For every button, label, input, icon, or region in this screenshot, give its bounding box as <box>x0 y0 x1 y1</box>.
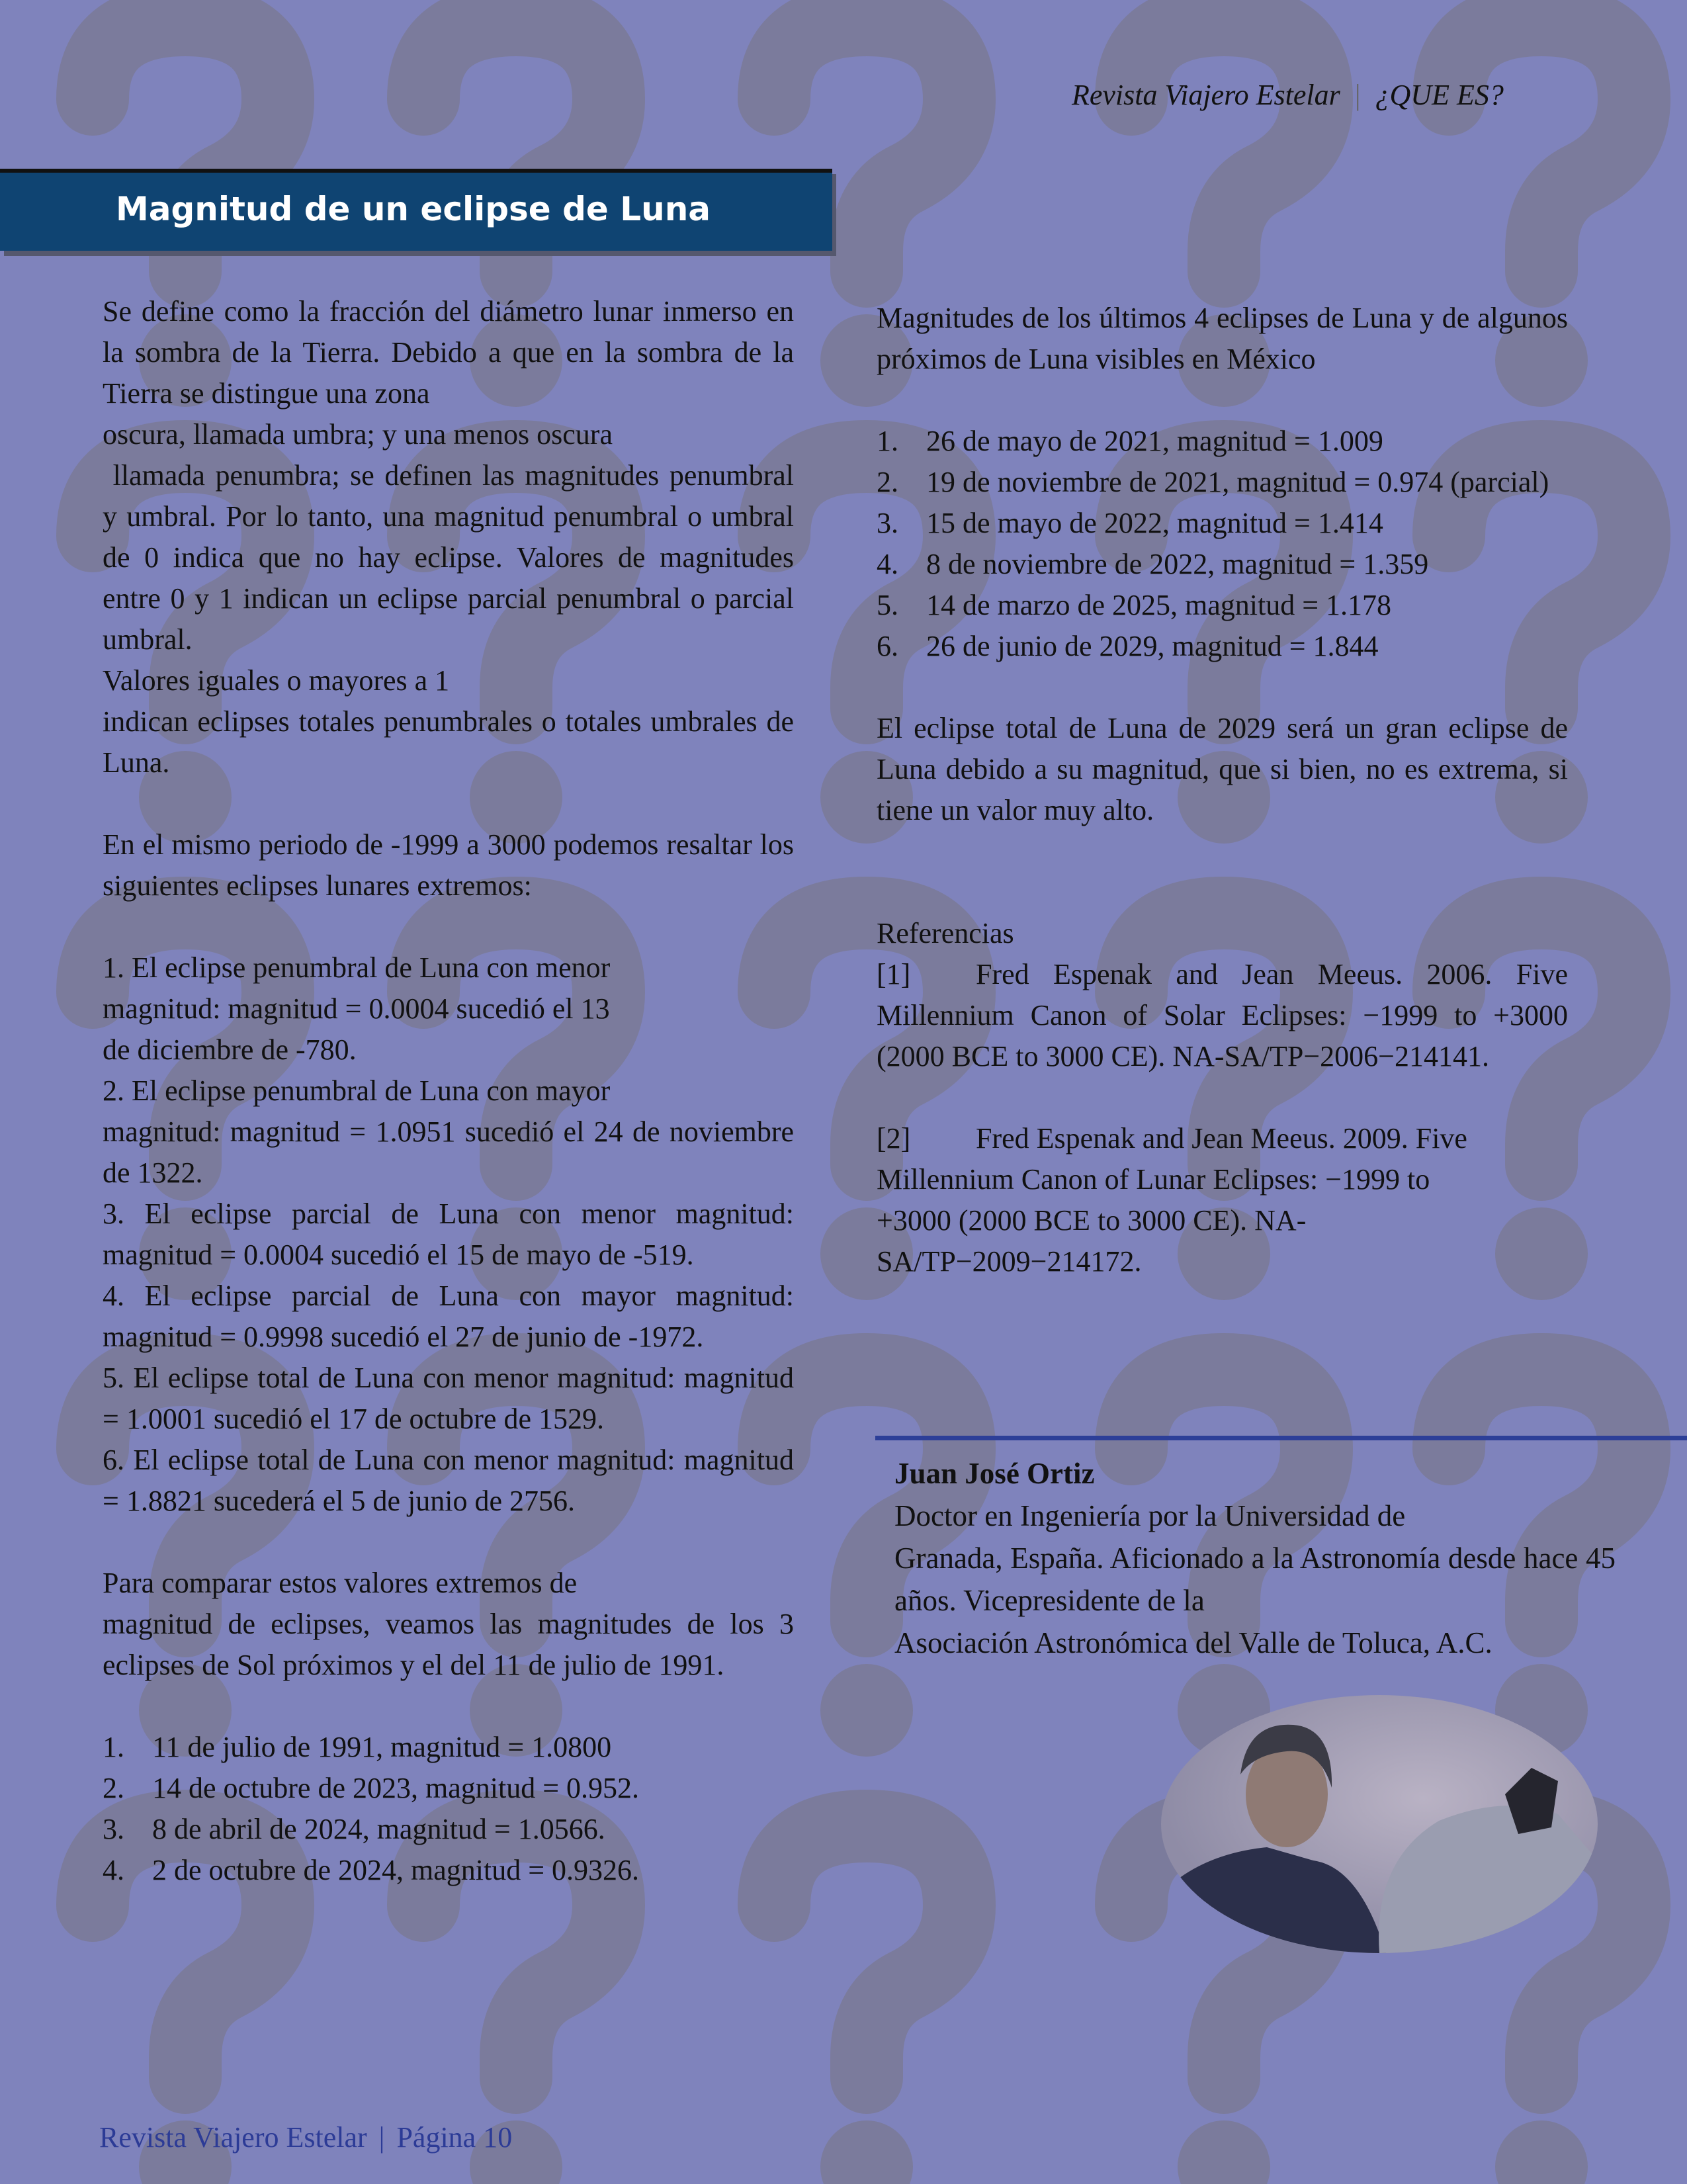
paragraph: El eclipse total de Luna de 2029 será un gran eclipse de Luna debido a su magnitud, que si bien, no es extrema, si tiene un valor muy alto. <box>877 712 1568 826</box>
extreme-eclipse-item: 1. El eclipse penumbral de Luna con menor <box>103 951 611 984</box>
paragraph: En el mismo periodo de -1999 a 3000 podemos resaltar los siguientes eclipses lunares extremos: <box>103 828 794 902</box>
left-column <box>103 291 802 1891</box>
question-mark-icon <box>774 1826 959 2184</box>
extreme-eclipse-item: de diciembre de -780. <box>103 1033 357 1066</box>
extreme-eclipse-item: 2. El eclipse penumbral de Luna con mayor <box>103 1074 611 1107</box>
paragraph: Se define como la fracción del diámetro lunar inmerso en la sombra de la Tierra. Debido a que en la sombra de la Tierra se distingue una zona <box>103 295 794 410</box>
paragraph: llamada penumbra; se definen las magnitudes penumbral y umbral. Por lo tanto, una magnitud penumbral o umbral de 0 indica que no hay eclipse. Valores de magnitudes entre 0 y 1 indican un eclipse parcial penumbral o parcial umbral. <box>103 459 802 656</box>
paragraph: Valores iguales o mayores a 1 <box>103 664 450 697</box>
paragraph: indican eclipses totales penumbrales o totales umbrales de Luna. <box>103 705 794 779</box>
extreme-eclipse-item: magnitud: magnitud = 1.0951 sucedió el 24 de noviembre de 1322. <box>103 1115 794 1189</box>
list-item: 6. 26 de junio de 2029, magnitud = 1.844 <box>877 630 1379 662</box>
author-name: Juan José Ortiz <box>894 1457 1095 1490</box>
list-item: 4. 8 de noviembre de 2022, magnitud = 1.359 <box>877 548 1429 580</box>
page-number: Página 10 <box>396 2121 513 2154</box>
extremes-list <box>103 947 794 1522</box>
title-bar <box>0 169 832 251</box>
references-heading: Referencias <box>877 917 1014 949</box>
author-bio: Juan José Ortiz Doctor en Ingeniería por la Universidad de Granada, España. Aficionado a la Astronomía desde hace 45 años. Vicepresidente de la Asociación Astronómica del Valle de Toluca, A.C. <box>894 1452 1616 1664</box>
extreme-eclipse-item: 5. El eclipse total de Luna con menor magnitud: magnitud = 1.0001 sucedió el 17 de octubre de 1529. <box>103 1362 794 1435</box>
section-divider <box>875 1436 1687 1440</box>
lunar-eclipse-list <box>877 421 1568 667</box>
reference-2: [2] Fred Espenak and Jean Meeus. 2009. Five Millennium Canon of Lunar Eclipses: −1999 to +3000 (2000 BCE to 3000 CE). NA- SA/TP−2009−214172. <box>877 1122 1467 1278</box>
reference-1: [1] Fred Espenak and Jean Meeus. 2006. Five Millennium Canon of Solar Eclipses: −1999 to +3000 (2000 BCE to 3000 CE). NA-SA/TP−2006−214141. <box>877 958 1568 1072</box>
list-item: 5. 14 de marzo de 2025, magnitud = 1.178 <box>877 589 1392 621</box>
header-magazine: Revista Viajero Estelar <box>1072 79 1340 111</box>
extreme-eclipse-item: 3. El eclipse parcial de Luna con menor magnitud: magnitud = 0.0004 sucedió el 15 de mayo de -519. <box>103 1198 794 1271</box>
extreme-eclipse-item: 4. El eclipse parcial de Luna con mayor magnitud: magnitud = 0.9998 sucedió el 27 de junio de -1972. <box>103 1280 794 1353</box>
author-photo <box>1161 1695 1598 1953</box>
header-divider: | <box>1354 79 1361 111</box>
running-header <box>1072 78 1504 112</box>
list-item: 1. 26 de mayo de 2021, magnitud = 1.009 <box>877 425 1383 457</box>
paragraph: Para comparar estos valores extremos de <box>103 1567 578 1599</box>
extreme-eclipse-item: magnitud: magnitud = 0.0004 sucedió el 13 <box>103 992 610 1025</box>
list-item: 2. 19 de noviembre de 2021, magnitud = 0.974 (parcial) <box>877 466 1549 498</box>
paragraph: Magnitudes de los últimos 4 eclipses de Luna y de algunos próximos de Luna visibles en México <box>877 302 1568 375</box>
extreme-eclipse-item: 6. El eclipse total de Luna con menor magnitud: magnitud = 1.8821 sucederá el 5 de junio de 2756. <box>103 1444 794 1517</box>
right-column <box>877 298 1568 1282</box>
list-item: 2. 14 de octubre de 2023, magnitud = 0.952. <box>103 1772 640 1804</box>
page-footer: Revista Viajero Estelar | Página 10 <box>99 2121 513 2154</box>
solar-eclipse-list <box>103 1727 794 1891</box>
list-item: 4. 2 de octubre de 2024, magnitud = 0.9326. <box>103 1854 640 1886</box>
list-item: 3. 8 de abril de 2024, magnitud = 1.0566. <box>103 1813 605 1845</box>
paragraph: magnitud de eclipses, veamos las magnitudes de los 3 eclipses de Sol próximos y el del 11 de julio de 1991. <box>103 1608 794 1681</box>
paragraph: oscura, llamada umbra; y una menos oscura <box>103 418 613 451</box>
list-item: 3. 15 de mayo de 2022, magnitud = 1.414 <box>877 507 1383 539</box>
list-item: 1. 11 de julio de 1991, magnitud = 1.0800 <box>103 1731 612 1763</box>
header-section: ¿QUE ES? <box>1375 79 1504 111</box>
page-title: Magnitud de un eclipse de Luna <box>116 190 711 228</box>
